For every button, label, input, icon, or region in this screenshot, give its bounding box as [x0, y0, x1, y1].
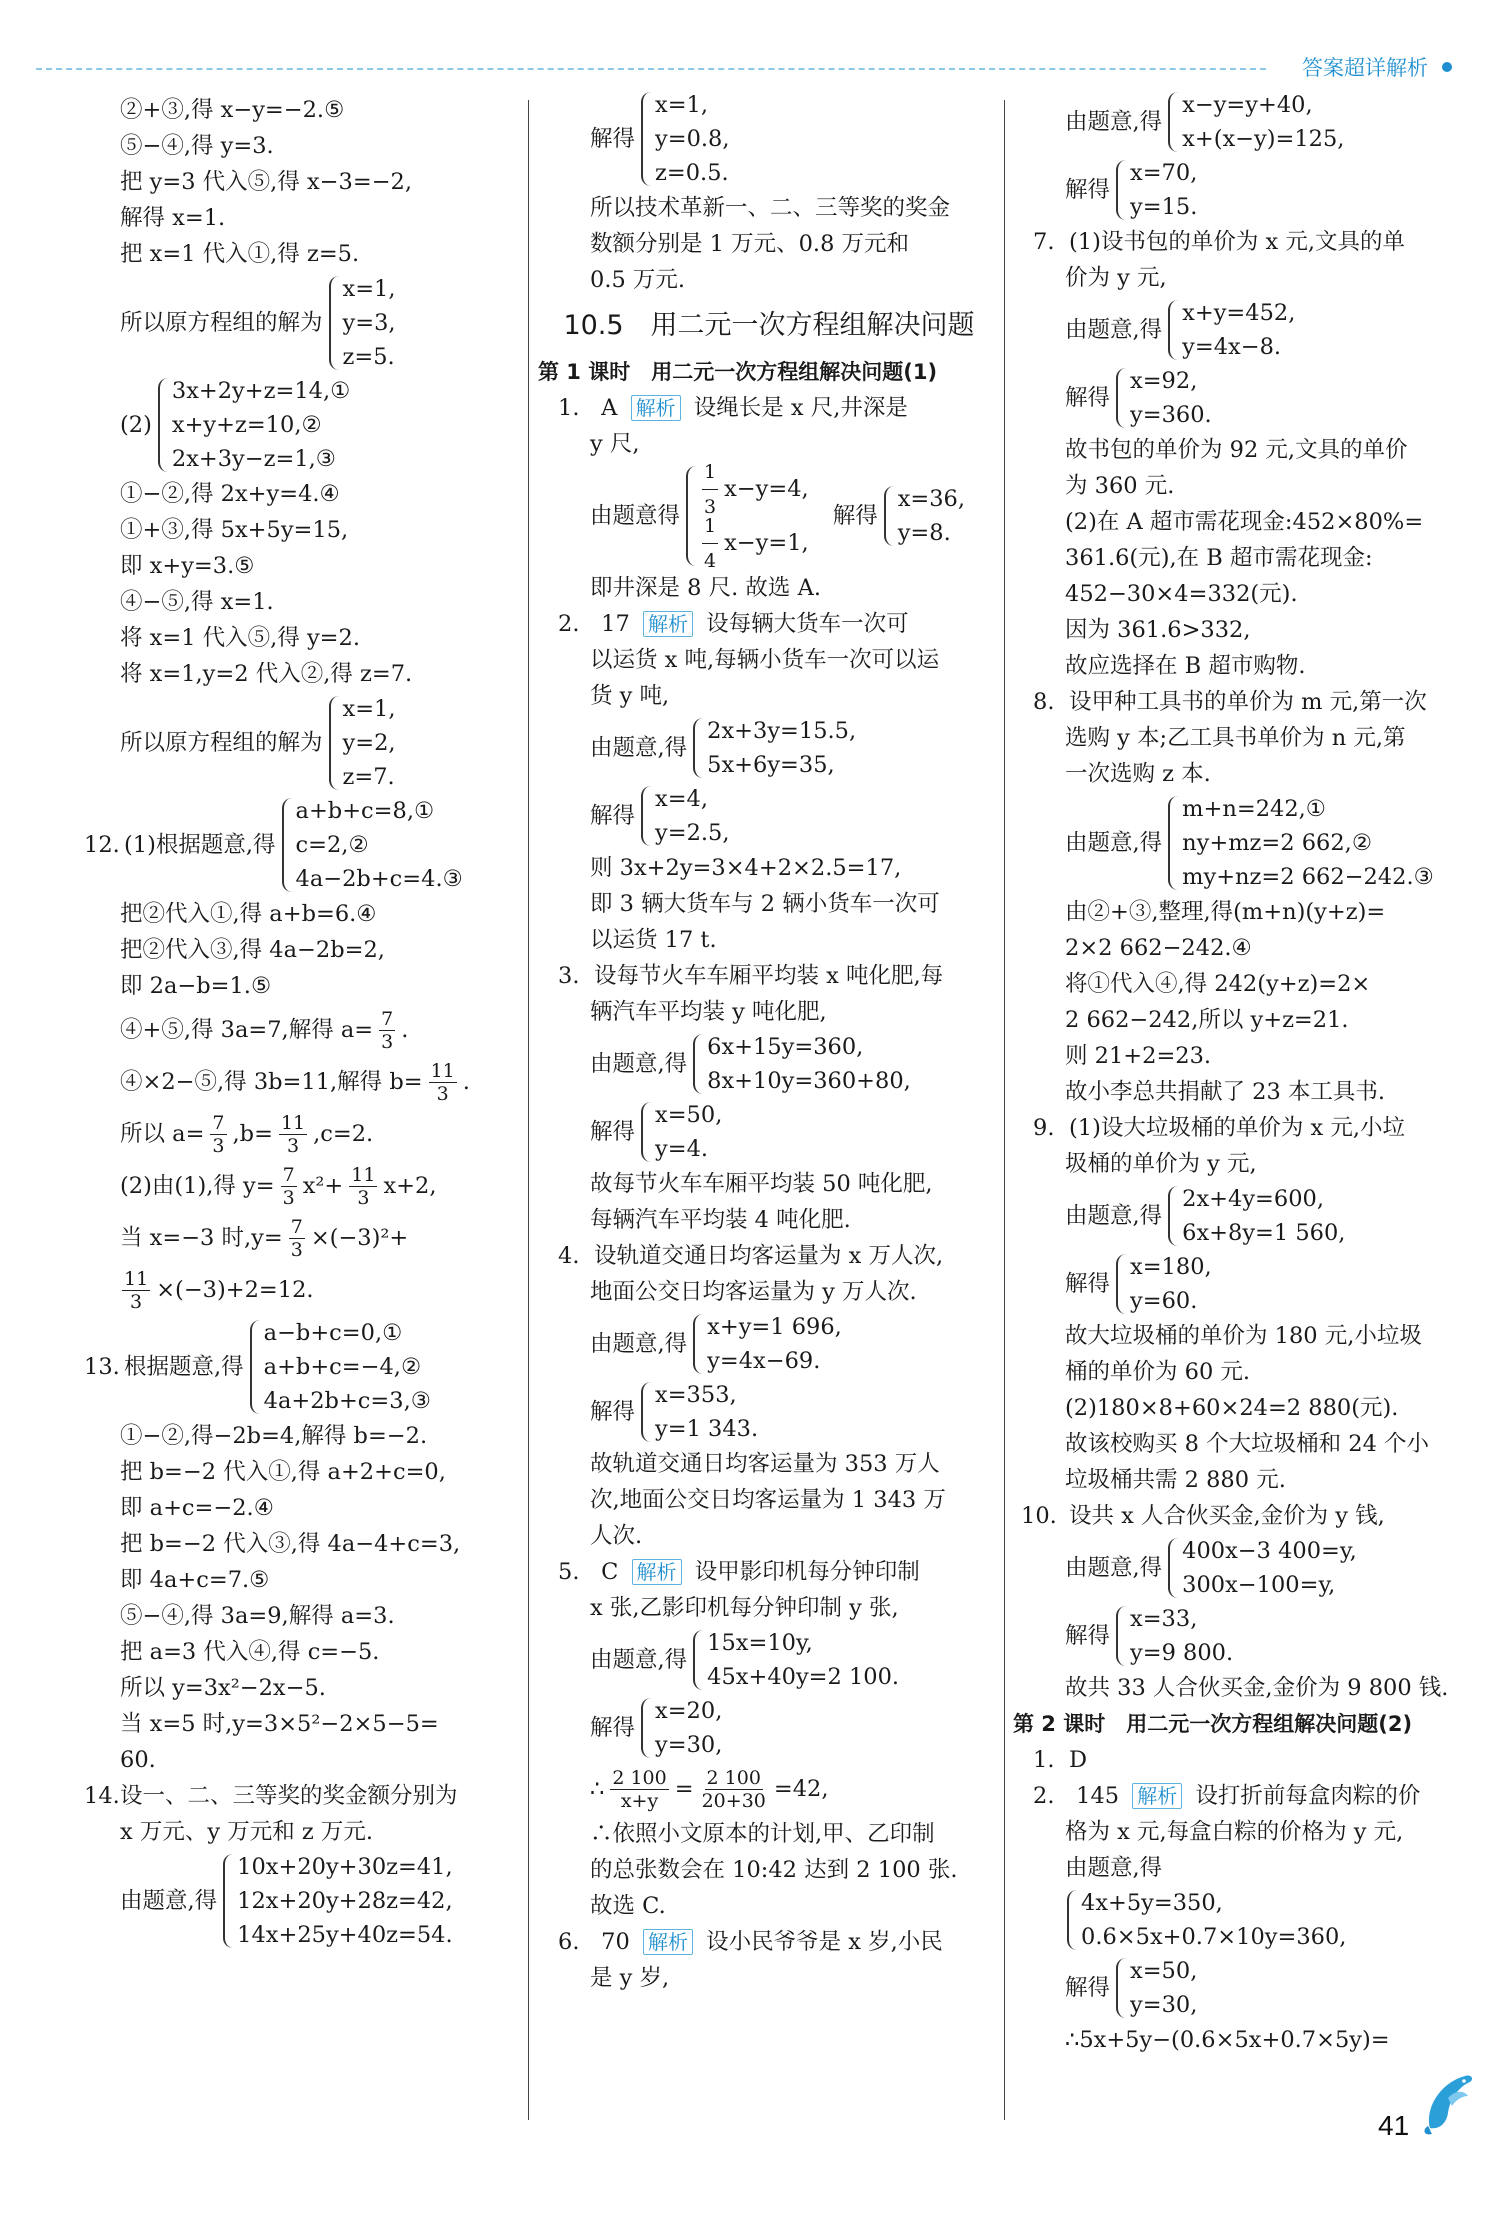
question-2: 2. 17 解析 设每辆大货车一次可	[538, 606, 1000, 642]
text-line: 把 b=−2 代入③,得 4a−4+c=3,	[120, 1531, 461, 1557]
column-3	[1013, 88, 1473, 2058]
question-number: 1.	[558, 395, 580, 421]
text-line: 把 b=−2 代入①,得 a+2+c=0,	[120, 1459, 446, 1485]
equation-system: 由题意,得 6x+15y=360, 8x+10y=360+80,	[590, 1034, 911, 1094]
equation-system: 解得 x=92, y=360.	[1065, 368, 1212, 428]
question-number: 2.	[558, 611, 580, 637]
fraction-line: 当 x=−3 时,y= $\frac{7}{3}$ ×(−3)²+	[120, 1215, 409, 1261]
question-10: 10. 设共 x 人合伙买金,金价为 y 钱,	[1013, 1498, 1473, 1534]
question-2: 2. 145 解析 设打折前每盒肉粽的价	[1013, 1778, 1473, 1814]
question-number: 7.	[1033, 229, 1055, 255]
question-number: 14.	[84, 1783, 120, 1809]
dolphin-icon	[1420, 2068, 1480, 2138]
text-line: 次,地面公交日均客运量为 1 343 万	[590, 1487, 946, 1513]
equation-system: 4x+5y=350, 0.6×5x+0.7×10y=360,	[1013, 1886, 1473, 1954]
text-line: 格为 x 元,每盒白粽的价格为 y 元,	[1065, 1819, 1404, 1845]
text-line: 452−30×4=332(元).	[1065, 581, 1298, 607]
equation-system: 解得 x=50, y=4.	[590, 1102, 723, 1162]
equation-system: 解得 x=4, y=2.5,	[590, 786, 730, 846]
text-line: 货 y 吨,	[590, 683, 670, 709]
analysis-tag: 解析	[1132, 1783, 1182, 1809]
text-line: 故书包的单价为 92 元,文具的单价	[1065, 437, 1408, 463]
equation-system: 由题意,得 x−y=y+40, x+(x−y)=125,	[1065, 92, 1345, 152]
text-line: 为 360 元.	[1065, 473, 1175, 499]
question-number: 4.	[558, 1243, 580, 1269]
text-line: 圾桶的单价为 y 元,	[1065, 1151, 1257, 1177]
text-line: 数额分别是 1 万元、0.8 万元和	[590, 231, 910, 257]
text-line: 故应选择在 B 超市购物.	[1065, 653, 1306, 679]
question-number: 9.	[1033, 1115, 1055, 1141]
equation-system: 由题意得 $\frac{1}{3}$ x−y=4, $\frac{1}{4}$ x−y=1, 解得 x=36, y=8.	[538, 462, 1000, 570]
text-line: 桶的单价为 60 元.	[1065, 1359, 1251, 1385]
column-1	[84, 92, 524, 1952]
question-12: 12. (1)根据题意,得 a+b+c=8,① c=2,② 4a−2b+c=4.③	[84, 798, 463, 892]
column-divider	[1004, 100, 1005, 2120]
text-line: 2×2 662−242.④	[1065, 935, 1252, 961]
section-title: 10.5 用二元一次方程组解决问题	[563, 310, 975, 341]
equation-system: 解得 x=33, y=9 800.	[1065, 1606, 1234, 1666]
text-line: 把 a=3 代入④,得 c=−5.	[120, 1639, 380, 1665]
text-line: 的总张数会在 10:42 达到 2 100 张.	[590, 1857, 958, 1883]
equation-system: (2) 3x+2y+z=14,① x+y+z=10,② 2x+3y−z=1,③	[120, 378, 351, 472]
question-14: 14.设一、二、三等奖的奖金额分别为	[84, 1778, 524, 1814]
text-line: 把②代入③,得 4a−2b=2,	[120, 937, 385, 963]
text-line: 即 3 辆大货车与 2 辆小货车一次可	[590, 891, 940, 917]
text-line: x 张,乙影印机每分钟印制 y 张,	[590, 1595, 899, 1621]
text-line: 0.5 万元.	[590, 267, 686, 293]
text-line: 将 x=1,y=2 代入②,得 z=7.	[120, 661, 413, 687]
analysis-tag: 解析	[643, 611, 693, 637]
equation-system: 解得 x=1, y=0.8, z=0.5.	[590, 92, 730, 186]
equation-system: 由题意,得 x+y=452, y=4x−8.	[1065, 300, 1296, 360]
text-line: 把 y=3 代入⑤,得 x−3=−2,	[120, 169, 413, 195]
text-line: 人次.	[590, 1523, 643, 1549]
text-line: 将 x=1 代入⑤,得 y=2.	[120, 625, 360, 651]
equation-system: 解得 x=70, y=15.	[1065, 160, 1198, 220]
header-rule	[36, 68, 1266, 70]
text-line: 价为 y 元,	[1065, 265, 1167, 291]
text-line: 将①代入④,得 242(y+z)=2×	[1065, 971, 1371, 997]
text-line: 即 2a−b=1.⑤	[120, 973, 272, 999]
analysis-tag: 解析	[643, 1929, 693, 1955]
equation-system: 解得 x=20, y=30,	[590, 1698, 723, 1758]
header-title: 答案超详解析	[1302, 56, 1428, 80]
question-number: 3.	[558, 963, 580, 989]
equation-system: 由题意,得 2x+3y=15.5, 5x+6y=35,	[590, 718, 857, 778]
text-line: 故轨道交通日均客运量为 353 万人	[590, 1451, 940, 1477]
question-7: 7. (1)设书包的单价为 x 元,文具的单	[1013, 224, 1473, 260]
text-line: 把 x=1 代入①,得 z=5.	[120, 241, 360, 267]
text-line: 故大垃圾桶的单价为 180 元,小垃圾	[1065, 1323, 1422, 1349]
text-line: ②+③,得 x−y=−2.⑤	[120, 97, 345, 123]
question-number: 12.	[84, 832, 120, 858]
lesson-title: 第 2 课时 用二元一次方程组解决问题(2)	[1013, 1712, 1413, 1736]
column-divider	[528, 100, 529, 2120]
question-number: 8.	[1033, 689, 1055, 715]
question-number: 10.	[1021, 1503, 1057, 1529]
text-line: 由②+③,整理,得(m+n)(y+z)=	[1065, 899, 1386, 925]
header-dot	[1442, 62, 1452, 72]
text-line: 即 4a+c=7.⑤	[120, 1567, 270, 1593]
text-line: ①+③,得 5x+5y=15,	[120, 517, 349, 543]
equation-system: 由题意,得 m+n=242,① ny+mz=2 662,② my+nz=2 662−242.③	[1065, 796, 1434, 890]
text-line: 当 x=5 时,y=3×5²−2×5−5=	[120, 1711, 439, 1737]
text-line: 选购 y 本;乙工具书单价为 n 元,第	[1065, 725, 1406, 751]
equation-system: 由题意,得 x+y=1 696, y=4x−69.	[590, 1314, 842, 1374]
text-line: ①−②,得−2b=4,解得 b=−2.	[120, 1423, 428, 1449]
text-line: 则 3x+2y=3×4+2×2.5=17,	[590, 855, 902, 881]
question-6: 6. 70 解析 设小民爷爷是 x 岁,小民	[538, 1924, 1000, 1960]
equation-system: 由题意,得 400x−3 400=y, 300x−100=y,	[1065, 1538, 1357, 1598]
text-line: 361.6(元),在 B 超市需花现金:	[1065, 545, 1373, 571]
text-line: 以运货 17 t.	[590, 927, 717, 953]
text-line: 故选 C.	[590, 1893, 666, 1919]
question-9: 9. (1)设大垃圾桶的单价为 x 元,小垃	[1013, 1110, 1473, 1146]
text-line: (2)180×8+60×24=2 880(元).	[1065, 1395, 1399, 1421]
text-line: 即井深是 8 尺. 故选 A.	[590, 575, 821, 601]
text-line: y 尺,	[590, 431, 640, 457]
equation-system: 解得 x=353, y=1 343.	[590, 1382, 759, 1442]
fraction-line: ④×2−⑤,得 3b=11,解得 b= $\frac{11}{3}$ .	[120, 1059, 470, 1105]
text-line: ⑤−④,得 y=3.	[120, 133, 274, 159]
equation-system: 由题意,得 2x+4y=600, 6x+8y=1 560,	[1065, 1186, 1346, 1246]
question-8: 8. 设甲种工具书的单价为 m 元,第一次	[1013, 684, 1473, 720]
text-line: ①−②,得 2x+y=4.④	[120, 481, 340, 507]
text-line: 所以 y=3x²−2x−5.	[120, 1675, 326, 1701]
question-number: 13.	[84, 1354, 120, 1380]
text-line: 辆汽车平均装 y 吨化肥,	[590, 999, 827, 1025]
equation-system: 解得 x=50, y=30,	[1065, 1958, 1198, 2018]
analysis-tag: 解析	[632, 1559, 682, 1585]
fraction-line: $\frac{11}{3}$ ×(−3)+2=12.	[124, 1267, 314, 1313]
equation-system: 由题意,得 10x+20y+30z=41, 12x+20y+28z=42, 14x+25y+40z=54.	[120, 1854, 453, 1948]
text-line: 故共 33 人合伙买金,金价为 9 800 钱.	[1065, 1675, 1449, 1701]
text-line: 每辆汽车平均装 4 吨化肥.	[590, 1207, 851, 1233]
text-line: 所以技术革新一、二、三等奖的奖金	[590, 195, 951, 221]
text-line: ⑤−④,得 3a=9,解得 a=3.	[120, 1603, 395, 1629]
question-4: 4. 设轨道交通日均客运量为 x 万人次,	[538, 1238, 1000, 1274]
text-line: ∴依照小文原本的计划,甲、乙印制	[590, 1821, 935, 1847]
page-number: 41	[1378, 2110, 1410, 2141]
question-number: 1.	[1033, 1747, 1055, 1773]
text-line: 把②代入①,得 a+b=6.④	[120, 901, 377, 927]
text-line: 2 662−242,所以 y+z=21.	[1065, 1007, 1349, 1033]
question-number: 5.	[558, 1559, 580, 1585]
text-line: 60.	[120, 1747, 156, 1773]
text-line: 即 x+y=3.⑤	[120, 553, 255, 579]
question-3: 3. 设每节火车车厢平均装 x 吨化肥,每	[538, 958, 1000, 994]
equation-system: 所以原方程组的解为 x=1, y=2, z=7.	[120, 696, 396, 790]
text-line: 解得 x=1.	[120, 205, 226, 231]
question-number: 2.	[1033, 1783, 1055, 1809]
text-line: (2)在 A 超市需花现金:452×80%=	[1065, 509, 1424, 535]
equation-system: 由题意,得 15x=10y, 45x+40y=2 100.	[590, 1630, 900, 1690]
text-line: 由题意,得	[1065, 1855, 1163, 1881]
text-line: 故每节火车车厢平均装 50 吨化肥,	[590, 1171, 933, 1197]
equation-system: 所以原方程组的解为 x=1, y=3, z=5.	[120, 276, 396, 370]
text-line: 垃圾桶共需 2 880 元.	[1065, 1467, 1286, 1493]
text-line: x 万元、y 万元和 z 万元.	[120, 1819, 374, 1845]
text-line: 一次选购 z 本.	[1065, 761, 1211, 787]
lesson-title: 第 1 课时 用二元一次方程组解决问题(1)	[538, 360, 938, 384]
text-line: 以运货 x 吨,每辆小货车一次可以运	[590, 647, 940, 673]
text-line: 即 a+c=−2.④	[120, 1495, 274, 1521]
fraction-line: ∴ $\frac{2 100}{x+y}$ = $\frac{2 100}{20+30}$ =42,	[590, 1766, 829, 1812]
fraction-line: (2)由(1),得 y= $\frac{7}{3}$ x²+ $\frac{11}{3}$ x+2,	[120, 1163, 437, 1209]
text-line: 则 21+2=23.	[1065, 1043, 1212, 1069]
fraction-line: 所以 a= $\frac{7}{3}$ ,b= $\frac{11}{3}$ ,c=2.	[120, 1111, 374, 1157]
text-line: ④−⑤,得 x=1.	[120, 589, 274, 615]
question-5: 5. C 解析 设甲影印机每分钟印制	[538, 1554, 1000, 1590]
text-line: 因为 361.6>332,	[1065, 617, 1251, 643]
text-line: 地面公交日均客运量为 y 万人次.	[590, 1279, 917, 1305]
column-2	[538, 88, 1000, 1996]
question-13: 13. 根据题意,得 a−b+c=0,① a+b+c=−4,② 4a+2b+c=3,③	[84, 1320, 431, 1414]
analysis-tag: 解析	[631, 395, 681, 421]
text-line: ∴5x+5y−(0.6×5x+0.7×5y)=	[1065, 2027, 1390, 2053]
text-line: 故小李总共捐献了 23 本工具书.	[1065, 1079, 1386, 1105]
question-number: 6.	[558, 1929, 580, 1955]
question-1: 1. D	[1013, 1742, 1473, 1778]
equation-system: 解得 x=180, y=60.	[1065, 1254, 1212, 1314]
text-line: 故该校购买 8 个大垃圾桶和 24 个小	[1065, 1431, 1430, 1457]
question-1: 1. A 解析 设绳长是 x 尺,井深是	[538, 390, 1000, 426]
text-line: 是 y 岁,	[590, 1965, 670, 1991]
fraction-line: ④+⑤,得 3a=7,解得 a= $\frac{7}{3}$ .	[120, 1007, 409, 1053]
